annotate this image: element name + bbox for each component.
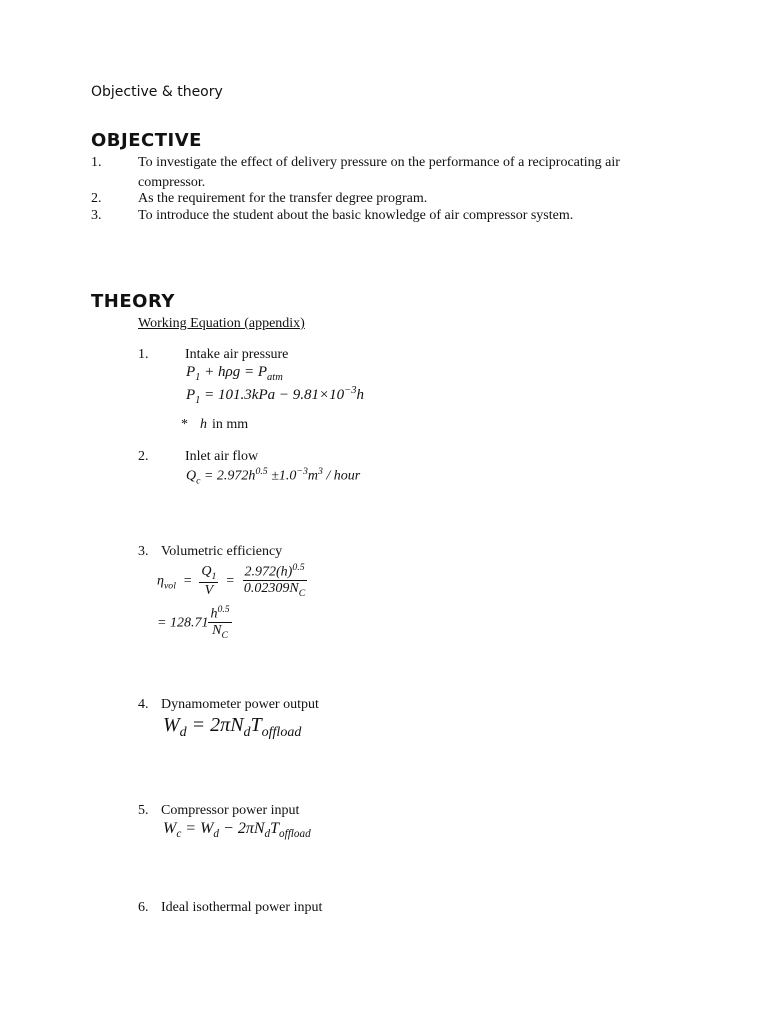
equation-volumetric-efficiency-simplified: = 128.71 $\frac{h^{0.5}}{N_C}$ bbox=[157, 604, 230, 641]
note-text: in mm bbox=[212, 417, 249, 432]
equation-intake-pressure-value: $P_1 = 101.3kPa - 9.81\times 10^{-3}h$ bbox=[186, 385, 364, 406]
theory-item-label: Compressor power input bbox=[161, 803, 300, 818]
note-bullet: * bbox=[181, 417, 188, 432]
equation-compressor-power: $W_c = W_d - 2\pi N_dT_{offload}$ bbox=[163, 820, 311, 841]
note-variable: h bbox=[200, 417, 207, 432]
objective-item-number: 3. bbox=[91, 208, 102, 223]
theory-item-number: 5. bbox=[138, 803, 149, 818]
equation-intake-pressure-definition: $P_1 + h\rho g = P_{atm}$ bbox=[186, 364, 283, 383]
theory-item-label: Dynamometer power output bbox=[161, 697, 319, 712]
theory-item-number: 6. bbox=[138, 900, 149, 915]
objective-item-text-continued: compressor. bbox=[138, 175, 206, 190]
theory-item-label: Intake air pressure bbox=[185, 347, 289, 362]
theory-subheading: Working Equation (appendix) bbox=[138, 316, 305, 331]
objective-item-text: As the requirement for the transfer degree program. bbox=[138, 191, 428, 206]
equation-dynamometer-power: $W_d = 2\pi N_dT_{offload}$ bbox=[163, 714, 302, 740]
objective-item-number: 2. bbox=[91, 191, 102, 206]
theory-item-label: Ideal isothermal power input bbox=[161, 900, 323, 915]
theory-heading: THEORY bbox=[91, 291, 175, 312]
objective-item-number: 1. bbox=[91, 155, 102, 170]
theory-item-number: 1. bbox=[138, 347, 149, 362]
theory-item-number: 3. bbox=[138, 544, 149, 559]
theory-item-number: 4. bbox=[138, 697, 149, 712]
equation-volumetric-efficiency: $\eta_{vol}$ = $\frac{Q_1}{V}$ = $\frac{2.972(h)^{0.5}}{0.02309N_C}$ bbox=[157, 562, 306, 599]
objective-item-text: To investigate the effect of delivery pressure on the performance of a reciprocating air bbox=[138, 155, 620, 170]
document-title: Objective & theory bbox=[91, 84, 223, 100]
theory-item-label: Inlet air flow bbox=[185, 449, 259, 464]
objective-item-text: To introduce the student about the basic knowledge of air compressor system. bbox=[138, 208, 574, 223]
theory-item-label: Volumetric efficiency bbox=[161, 544, 283, 559]
theory-item-number: 2. bbox=[138, 449, 149, 464]
equation-inlet-air-flow: $Q_c = 2.972h^{0.5} \pm 1.0^{-3}m^3$ / hour bbox=[186, 466, 361, 487]
objective-heading: OBJECTIVE bbox=[91, 130, 202, 151]
